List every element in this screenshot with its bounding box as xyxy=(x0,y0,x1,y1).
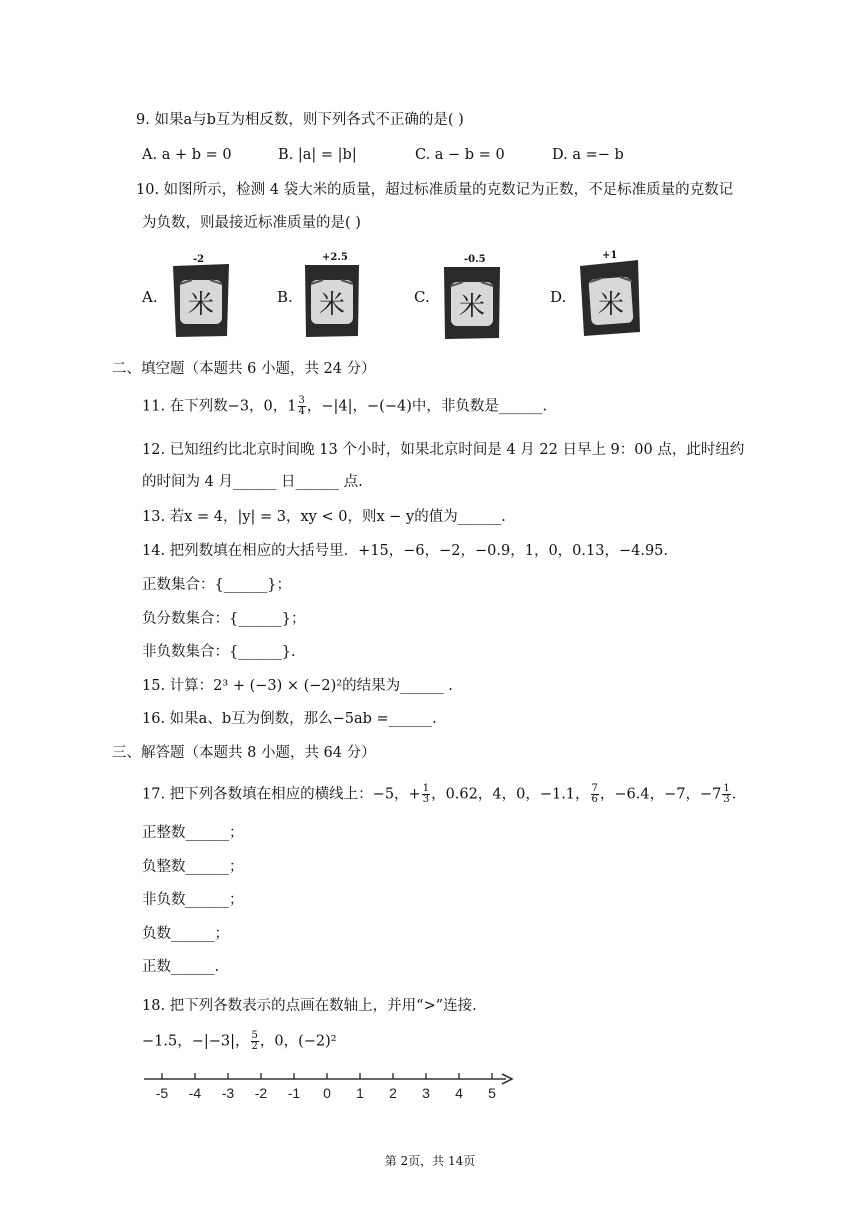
bag-label: -0.5 xyxy=(464,254,486,265)
option-letter: C. xyxy=(414,288,430,306)
page-footer: 第 2页，共 14页 xyxy=(384,1154,476,1168)
bag-char: 米 xyxy=(597,290,625,320)
q17-negative-integer: 负整数______； xyxy=(142,859,244,875)
q17-pre: 17. 把下列各数填在相应的横线上：−5，+ xyxy=(142,786,421,803)
q18-numbers xyxy=(142,1031,337,1052)
numerator: 7 xyxy=(591,783,598,794)
q17-positive-integer: 正整数______； xyxy=(142,825,244,841)
q9-option-d: D. a =− b xyxy=(552,147,624,163)
bag-char: 米 xyxy=(187,290,215,320)
bag-label: -2 xyxy=(193,254,205,265)
q18-post: ，0，(−2)² xyxy=(259,1033,337,1050)
q15-text: 15. 计算：2³ + (−3) × (−2)²的结果为______ . xyxy=(142,678,453,694)
q17-mid2: ，−6.4，−7，−7 xyxy=(599,786,722,803)
q11-pre: 11. 在下列数−3，0，1 xyxy=(142,398,297,415)
q14-set-non-negative: 非负数集合：{______}. xyxy=(142,644,296,660)
section-2-heading: 二、填空题（本题共 6 小题，共 24 分） xyxy=(112,361,376,377)
q18-line1: 18. 把下列各数表示的点画在数轴上，并用“>”连接. xyxy=(142,998,477,1014)
q9-option-a: A. a + b = 0 xyxy=(142,147,232,163)
q17-text xyxy=(142,784,736,805)
q10-line1: 10. 如图所示，检测 4 袋大米的质量，超过标准质量的克数记为正数，不足标准质量的克数记 xyxy=(136,182,734,198)
fraction xyxy=(251,1031,259,1052)
option-letter: A. xyxy=(142,288,158,306)
number-line xyxy=(140,1068,520,1104)
fraction xyxy=(591,784,599,805)
fraction xyxy=(422,784,430,805)
q11-post: ，−|4|，−(−4)中，非负数是______. xyxy=(306,398,547,415)
bag-char: 米 xyxy=(458,292,486,322)
number-line-tick-label: -1 xyxy=(287,1085,301,1101)
number-line-tick-label: -2 xyxy=(254,1085,268,1101)
rice-bag-icon xyxy=(442,264,502,340)
number-line-tick-label: 1 xyxy=(356,1085,364,1101)
denominator: 4 xyxy=(298,406,305,417)
q17-mid: ，0.62，4，0，−1.1， xyxy=(431,786,590,803)
number-line-tick-label: -3 xyxy=(221,1085,235,1101)
q14-line1: 14. 把列数填在相应的大括号里．+15，−6，−2，−0.9，1，0，0.13，−4.95. xyxy=(142,543,669,559)
q17-post: . xyxy=(731,786,737,803)
denominator: 6 xyxy=(591,794,598,805)
q10-line2: 为负数，则最接近标准质量的是( ) xyxy=(142,215,361,231)
numerator: 5 xyxy=(251,1030,258,1041)
number-line-tick-label: 2 xyxy=(389,1085,397,1101)
q12-line1: 12. 已知纽约比北京时间晚 13 个小时，如果北京时间是 4 月 22 日早上 9：00 点，此时纽约 xyxy=(142,442,745,458)
bag-label: +1 xyxy=(602,250,618,261)
q16-text: 16. 如果a、b互为倒数，那么−5ab =______. xyxy=(142,711,437,727)
q11-text xyxy=(142,396,547,417)
number-line-tick-label: 0 xyxy=(323,1085,331,1101)
q17-negative: 负数______； xyxy=(142,926,229,942)
number-line-tick-label: 3 xyxy=(422,1085,430,1101)
q18-pre: −1.5，−|−3|， xyxy=(142,1033,250,1050)
q14-set-positive: 正数集合：{______}； xyxy=(142,577,291,593)
number-line-tick-label: 4 xyxy=(455,1085,463,1101)
q17-positive: 正数______. xyxy=(142,959,220,975)
denominator: 3 xyxy=(723,794,730,805)
option-letter: D. xyxy=(550,288,567,306)
q17-non-negative: 非负数______； xyxy=(142,892,244,908)
number-line-tick-label: -5 xyxy=(155,1085,169,1101)
numerator: 3 xyxy=(298,395,305,406)
rice-bag-icon xyxy=(170,262,232,338)
fraction xyxy=(722,784,730,805)
option-letter: B. xyxy=(277,288,293,306)
numerator: 1 xyxy=(723,783,730,794)
number-line-tick-label: 5 xyxy=(488,1085,496,1101)
q12-line2: 的时间为 4 月______ 日______ 点. xyxy=(142,474,363,490)
bag-char: 米 xyxy=(318,290,346,320)
fraction xyxy=(298,396,306,417)
q9-text: 9. 如果a与b互为相反数，则下列各式不正确的是( ) xyxy=(136,112,464,128)
numerator: 1 xyxy=(422,783,430,794)
rice-bag-icon xyxy=(578,258,642,338)
section-3-heading: 三、解答题（本题共 8 小题，共 64 分） xyxy=(112,745,376,761)
denominator: 3 xyxy=(422,794,430,805)
rice-bag-icon xyxy=(302,262,362,338)
q9-option-b: B. |a| = |b| xyxy=(278,147,357,163)
q14-set-negative-fraction: 负分数集合：{______}； xyxy=(142,611,306,627)
denominator: 2 xyxy=(251,1041,258,1052)
q9-option-c: C. a − b = 0 xyxy=(415,147,505,163)
number-line-tick-label: -4 xyxy=(188,1085,202,1101)
bag-label: +2.5 xyxy=(322,252,348,263)
q13-text: 13. 若x = 4，|y| = 3，xy < 0，则x − y的值为______. xyxy=(142,509,506,525)
